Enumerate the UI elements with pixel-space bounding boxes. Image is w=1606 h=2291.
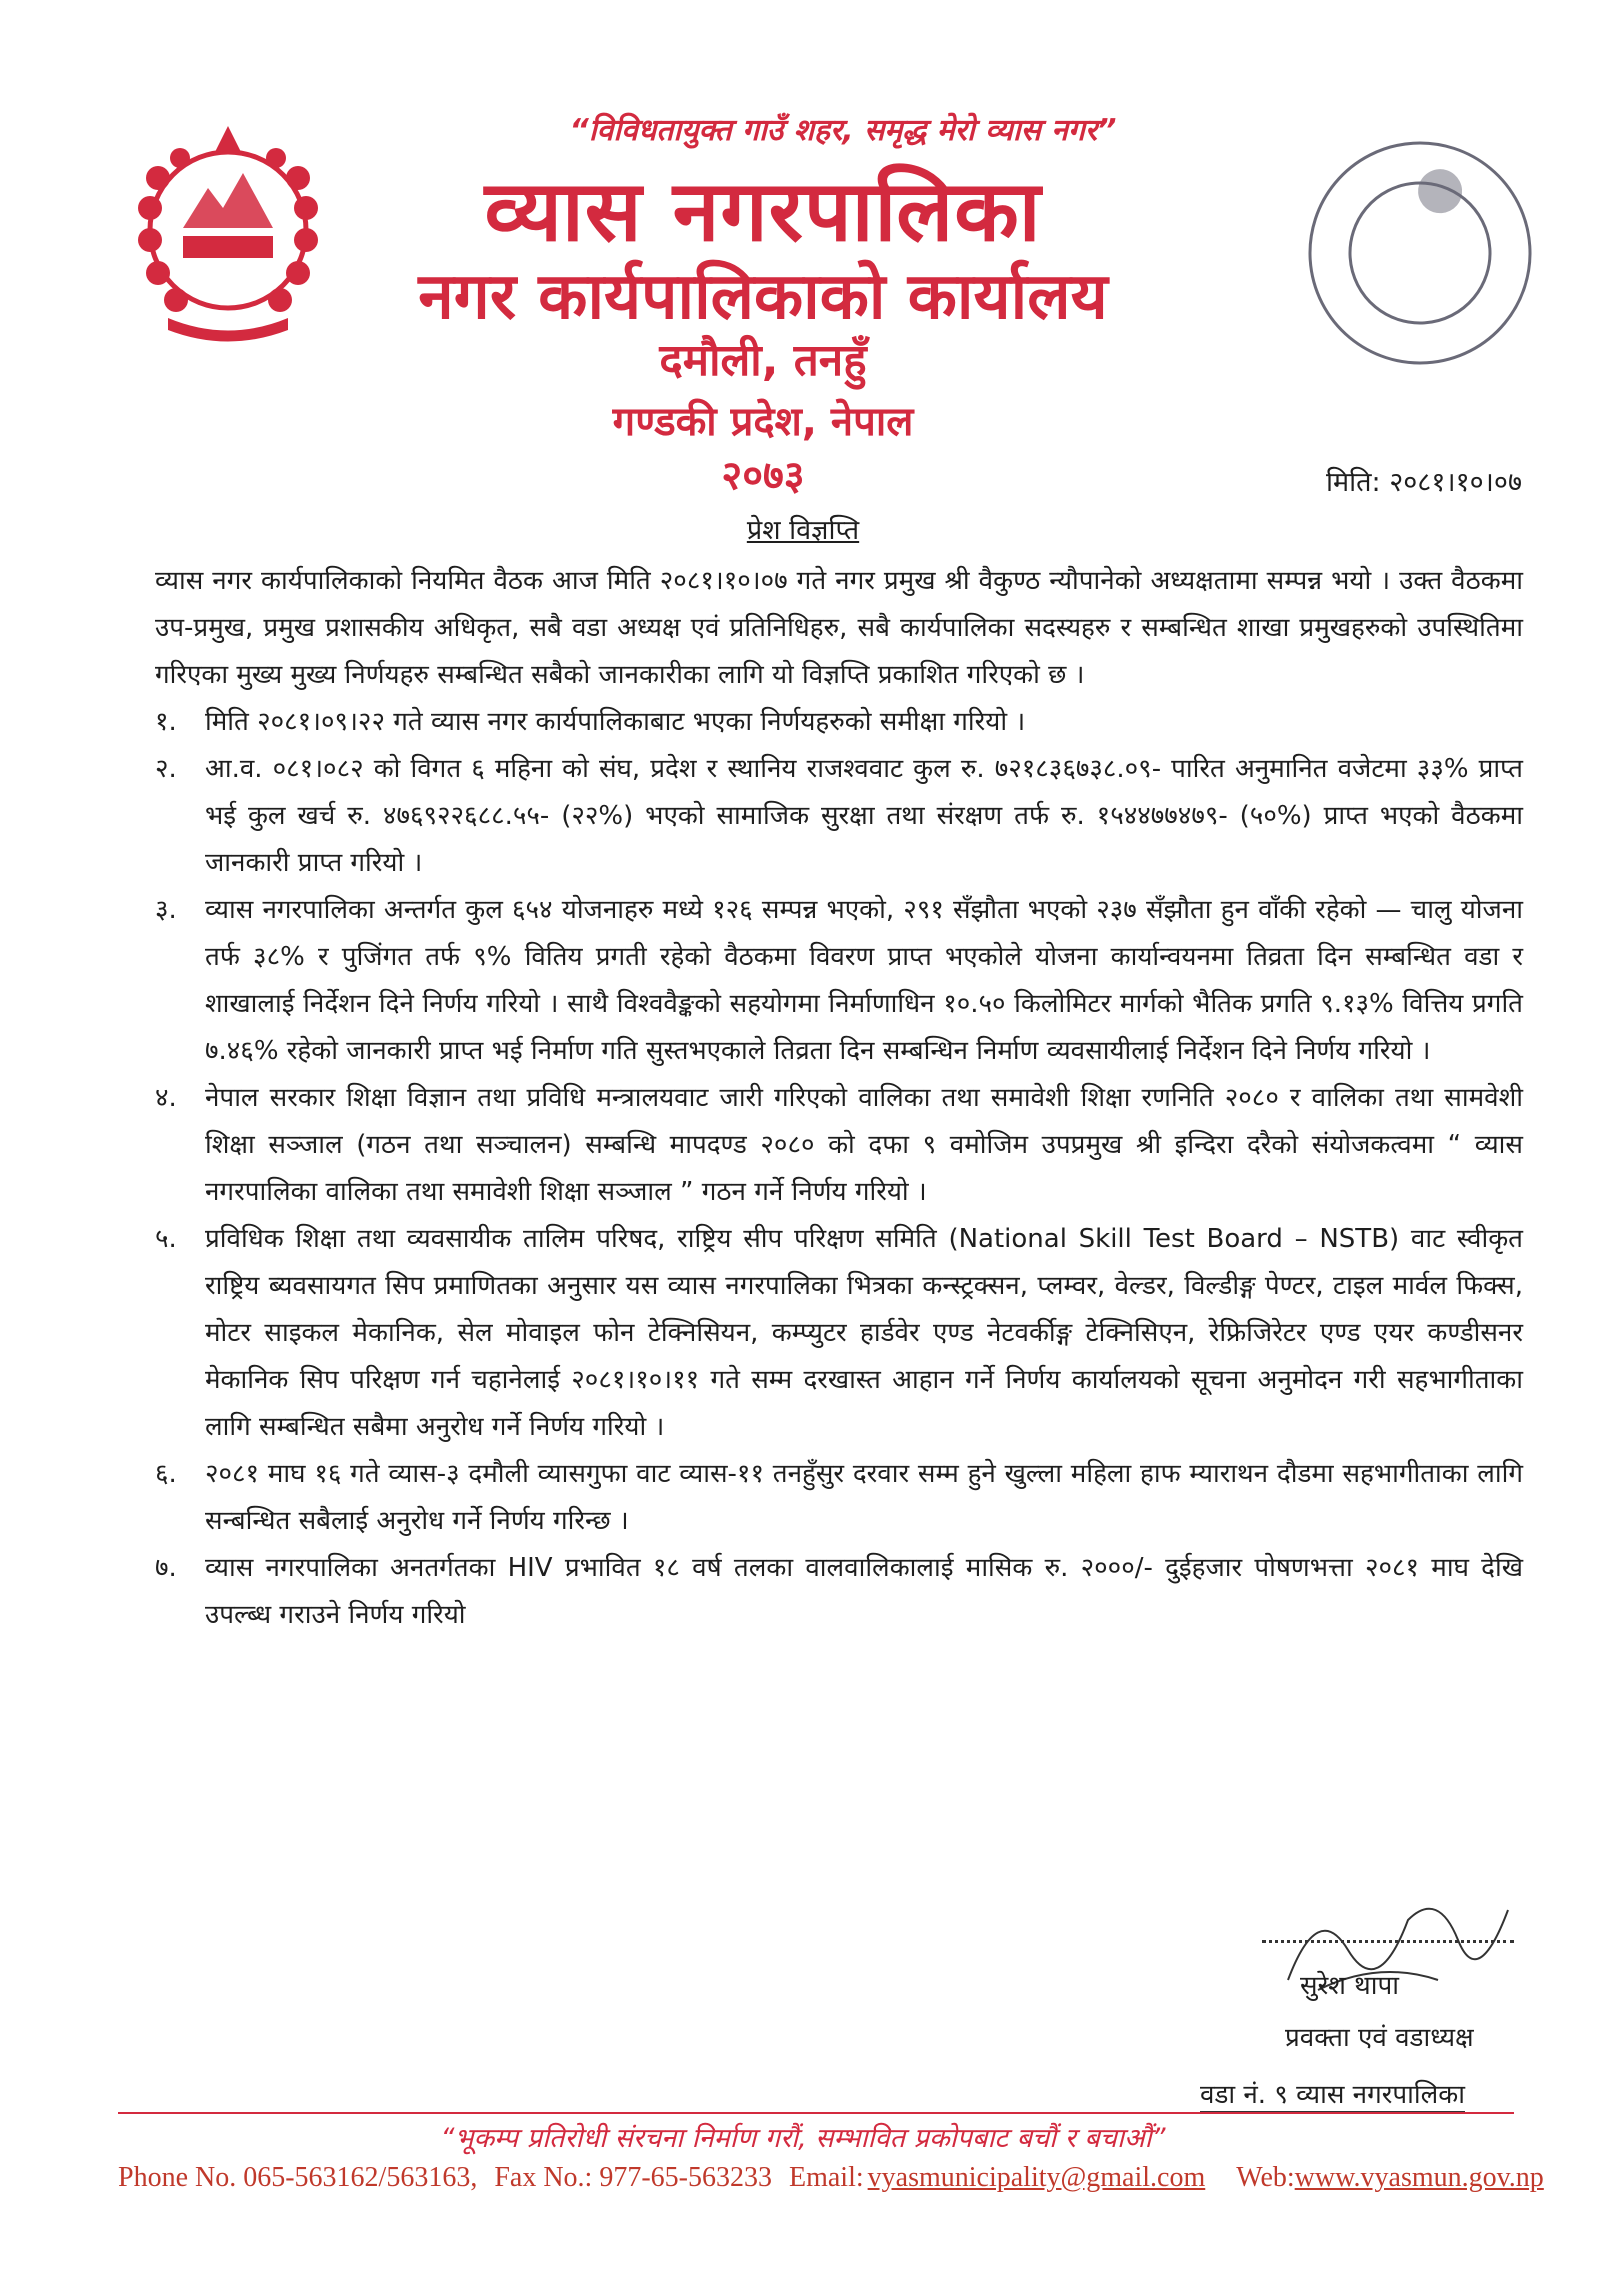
item-number: १. bbox=[155, 707, 177, 737]
item-number: ७. bbox=[155, 1553, 177, 1583]
footer-phone: Phone No. 065-563162/563163, bbox=[118, 2162, 478, 2193]
footer-slogan: “भूकम्प प्रतिरोधी संरचना निर्माण गरौं, सम्भावित प्रकोपबाट बचौं र बचाऔं” bbox=[440, 2123, 1166, 2154]
item-text: व्यास नगरपालिका अन्तर्गत कुल ६५४ योजनाहरु मध्ये १२६ सम्पन्न भएको, २९१ सँझौता भएको २३७ सँझौता हुन वाँकी रहेको — चालु योजना तर्फ ३८% र पुजिंगत तर्फ ९% वितिय प्रगती रहेको वैठकमा विवरण प्राप्त भएकोले योजना कार्यान्वयनमा तिव्रता दिन सम्बन्धित वडा र शाखालाई निर्देशन दिने निर्णय गरियो । साथै विश्ववैङ्कको सहयोगमा निर्माणाधिन १०.५० किलोमिटर मार्गको भैतिक प्रगति ९.१३% वित्तिय प्रगति ७.४६% रहेको जानकारी प्राप्त भई निर्माण गति सुस्तभएकाले तिव्रता दिन सम्बन्धिन निर्माण व्यवसायीलाई निर्देशन दिने निर्णय गरियो । bbox=[205, 895, 1523, 1066]
item-text: मिति २०८१।०९।२२ गते व्यास नगर कार्यपालिकाबाट भएका निर्णयहरुको समीक्षा गरियो । bbox=[205, 707, 1026, 737]
document-heading: प्रेश विज्ञप्ति bbox=[746, 515, 860, 546]
item-number: ६. bbox=[155, 1459, 177, 1489]
list-item bbox=[155, 699, 1523, 746]
list-item bbox=[155, 1216, 1523, 1451]
list-item bbox=[155, 1545, 1523, 1639]
footer-email-label: Email: bbox=[788, 2162, 864, 2193]
signature-line bbox=[1262, 1940, 1514, 1943]
intro-paragraph: व्यास नगर कार्यपालिकाको नियमित वैठक आज मिति २०८१।१०।०७ गते नगर प्रमुख श्री वैकुण्ठ न्यौपानेको अध्यक्षतामा सम्पन्न भयो । उक्त वैठकमा उप-प्रमुख, प्रमुख प्रशासकीय अधिकृत, सबै वडा अध्यक्ष एवं प्रतिनिधिहरु, सबै कार्यपालिका सदस्यहरु र सम्बन्धित शाखा प्रमुखहरुको उपस्थितिमा गरिएका मुख्य मुख्य निर्णयहरु सम्बन्धित सबैको जानकारीका लागि यो विज्ञप्ति प्रकाशित गरिएको छ । bbox=[155, 566, 1523, 690]
signatory-name: सुरेश थापा bbox=[1300, 1971, 1400, 2001]
item-number: ३. bbox=[155, 895, 177, 925]
signatory-role: प्रवक्ता एवं वडाध्यक्ष bbox=[1285, 2023, 1474, 2053]
footer-fax: Fax No.: 977-65-563233 bbox=[494, 2162, 772, 2193]
municipality-motto: “विविधतायुक्त गाउँ शहर, समृद्ध मेरो व्यास नगर” bbox=[569, 113, 1117, 148]
footer-contact bbox=[118, 2162, 1544, 2194]
item-text: व्यास नगरपालिका अनतर्गतका HIV प्रभावित १८ वर्ष तलका वालवालिकालाई मासिक रु. २०००/- दुईहजार पोषणभत्ता २०८१ माघ देखि उपल्ब्ध गराउने निर्णय गरियो bbox=[205, 1553, 1523, 1630]
item-number: ५. bbox=[155, 1224, 177, 1254]
address-line-2: गण्डकी प्रदेश, नेपाल bbox=[612, 399, 914, 445]
office-title: नगर कार्यपालिकाको कार्यालय bbox=[418, 260, 1108, 334]
address-line-1: दमौली, तनहुँ bbox=[659, 335, 867, 386]
item-number: २. bbox=[155, 754, 177, 784]
list-item bbox=[155, 746, 1523, 887]
item-text: आ.व. ०८१।०८२ को विगत ६ महिना को संघ, प्रदेश र स्थानिय राजश्ववाट कुल रु. ७२१८३६७३८.०९- पारित अनुमानित वजेटमा ३३% प्राप्त भई कुल खर्च रु. ४७६९२२६८८.५५- (२२%) भएको सामाजिक सुरक्षा तथा संरक्षण तर्फ रु. १५४४७७४७९- (५०%) प्राप्त भएको वैठकमा जानकारी प्राप्त गरियो । bbox=[205, 754, 1523, 878]
municipality-title: व्यास नगरपालिका bbox=[484, 162, 1042, 260]
footer-web-label: Web: bbox=[1236, 2162, 1295, 2193]
footer-divider bbox=[118, 2112, 1514, 2114]
office-stamp bbox=[1285, 118, 1555, 388]
list-item bbox=[155, 1451, 1523, 1545]
list-item bbox=[155, 1075, 1523, 1216]
footer-web-link[interactable]: www.vyasmun.gov.np bbox=[1294, 2162, 1544, 2193]
footer-email-link[interactable]: vyasmunicipality@gmail.com bbox=[867, 2162, 1206, 2193]
press-release-body bbox=[155, 558, 1523, 1639]
established-year: २०७३ bbox=[721, 453, 805, 499]
item-text: प्रविधिक शिक्षा तथा व्यवसायीक तालिम परिषद, राष्ट्रिय सीप परिक्षण समिति (National Skill Test Board – NSTB) वाट स्वीकृत राष्ट्रिय ब्यवसायगत सिप प्रमाणितका अनुसार यस व्यास नगरपालिका भित्रका कन्स्ट्रक्सन, प्लम्वर, वेल्डर, विल्डीङ्ग पेण्टर, टाइल मार्वल फिक्स, मोटर साइकल मेकानिक, सेल मोवाइल फोन टेक्निसियन, कम्प्युटर हार्डवेर एण्ड नेटवर्कीङ्ग टेक्निसिएन, रेफ्रिजिरेटर एण्ड एयर कण्डीसनर मेकानिक सिप परिक्षण गर्न चहानेलाई २०८१।१०।११ गते सम्म दरखास्त आहान गर्ने निर्णय कार्यालयको सूचना अनुमोदन गरी सहभागीताका लागि सम्बन्धित सबैमा अनुरोध गर्ने निर्णय गरियो । bbox=[205, 1224, 1523, 1442]
item-text: नेपाल सरकार शिक्षा विज्ञान तथा प्रविधि मन्त्रालयवाट जारी गरिएको वालिका तथा समावेशी शिक्षा रणनिति २०८० र वालिका तथा सामवेशी शिक्षा सञ्जाल (गठन तथा सञ्चालन) सम्बन्धि मापदण्ड २०८० को दफा ९ वमोजिम उपप्रमुख श्री इन्दिरा दरैको संयोजकत्वमा “ व्यास नगरपालिका वालिका तथा समावेशी शिक्षा सञ्जाल ” गठन गर्ने निर्णय गरियो । bbox=[205, 1083, 1523, 1207]
item-text: २०८१ माघ १६ गते व्यास-३ दमौली व्यासगुफा वाट व्यास-११ तनहुँसुर दरवार सम्म हुने खुल्ला महिला हाफ म्याराथन दौडमा सहभागीताका लागि सन्बन्धित सबैलाई अनुरोध गर्ने निर्णय गरिन्छ । bbox=[205, 1459, 1523, 1536]
list-item bbox=[155, 887, 1523, 1075]
document-date: मिति: २०८१।१०।०७ bbox=[1326, 467, 1522, 498]
item-number: ४. bbox=[155, 1083, 177, 1113]
signatory-ward: वडा नं. ९ व्यास नगरपालिका bbox=[1200, 2075, 1465, 2113]
